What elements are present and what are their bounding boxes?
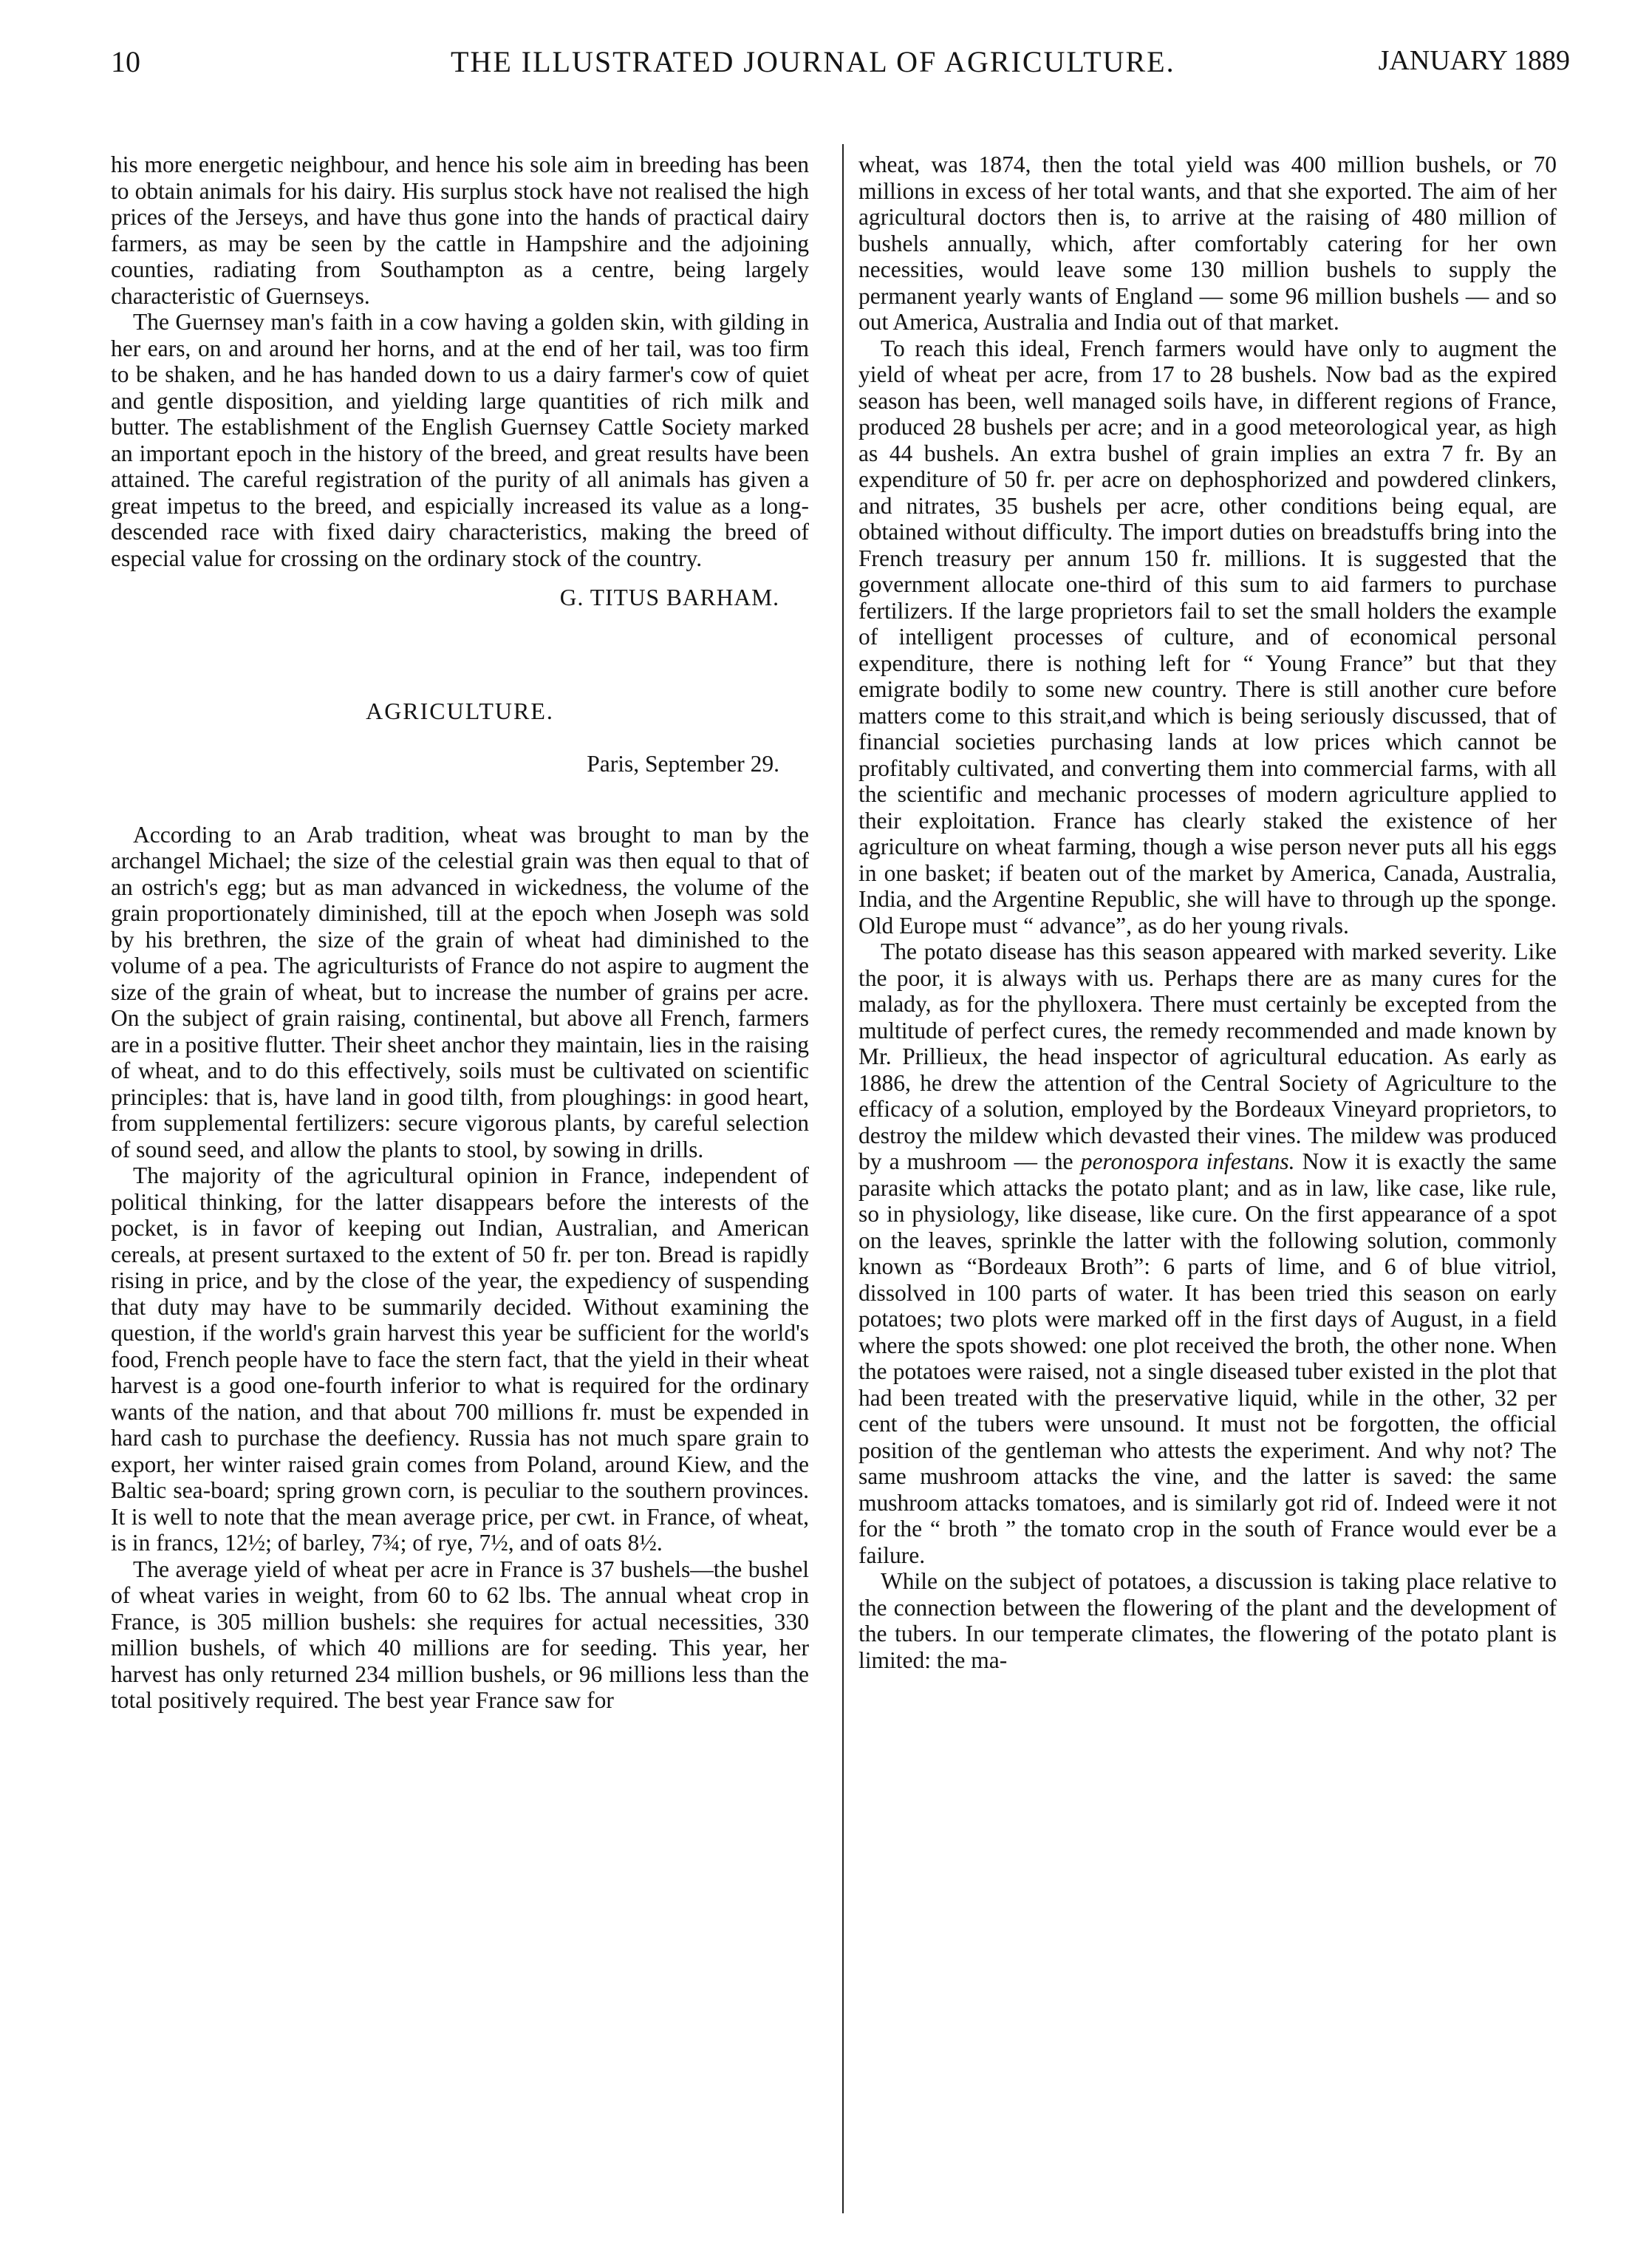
paragraph: According to an Arab tradition, wheat was brought to man by the archangel Michael; the size of the celestial grain was then equal to that of an ostrich's egg; but as man advanced in wickedness, the volume of the grain proportionately diminished, till at the epoch when Joseph was sold by his brethren, the size of the grain of wheat had diminished to the volume of a pea. The agriculturists of France do not aspire to augment the size of the grain of wheat, but to increase the number of grains per acre. On the subject of grain raising, continental, but above all French, farmers are in a positive flutter. Their sheet anchor they maintain, lies in the raising of wheat, and to do this effectively, soils must be cultivated on scientific principles: that is, have land in good tilth, from ploughings: in good heart, from supplemental fertilizers: secure vigorous plants, by careful selection of sound seed, and allow the plants to stool, by sowing in drills. xyxy=(111,821,809,1162)
author-signature: G. TITUS BARHAM. xyxy=(559,585,779,610)
page-number: 10 xyxy=(111,45,140,78)
italic-species-name: peronospora infestans. xyxy=(1080,1148,1295,1174)
left-column xyxy=(111,151,809,2221)
paragraph: The Guernsey man's faith in a cow having a golden skin, with gilding in her ears, on and around her horns, and at the end of her tail, was too firm to be shaken, and he has handed down to us a dairy farmer's cow of quiet and gentle disposition, and yielding large quantities of rich milk and butter. The establishment of the English Guernsey Cattle Society marked an important epoch in the history of the breed, and great results have been attained. The careful registration of the purity of all animals has given a great impetus to the breed, and espicially increased its value as a long-descended race with fixed dairy characteristics, making the breed of especial value for crossing on the ordinary stock of the country. xyxy=(111,309,809,571)
column-divider xyxy=(842,144,844,2213)
paragraph: his more energetic neighbour, and hence his sole aim in breeding has been to obtain animals for his dairy. His surplus stock have not realised the high prices of the Jerseys, and have thus gone into the hands of practical dairy farmers, as may be seen by the cattle in Hampshire and the adjoining counties, radiating from Southampton as a centre, being largely characteristic of Guernseys. xyxy=(111,151,809,309)
paragraph: The majority of the agricultural opinion in France, independent of political thinking, for the latter disappears before the interests of the pocket, is in favor of keeping out Indian, Australian, and American cereals, at present surtaxed to the extent of 50 fr. per ton. Bread is rapidly rising in price, and by the close of the year, the expediency of suspending that duty may have to be summarily decided. Without examining the question, if the world's grain harvest this year be sufficient for the world's food, French people have to face the stern fact, that the yield in their wheat harvest is a good one-fourth inferior to what is required for the ordinary wants of the nation, and that about 700 millions fr. must be expended in hard cash to purchase the deefiency. Russia has not much spare grain to export, her winter raised grain comes from Poland, around Kiew, and the Baltic sea-board; spring grown corn, is peculiar to the southern provinces. It is well to note that the mean average price, per cwt. in France, of wheat, is in francs, 12½; of barley, 7¾; of rye, 7½, and of oats 8½. xyxy=(111,1162,809,1556)
paragraph: wheat, was 1874, then the total yield was 400 million bushels, or 70 millions in excess of her total wants, and that she exported. The aim of her agricultural doctors then is, to arrive at the raising of 480 million of bushels annually, which, after comfortably catering for her own necessities, would leave some 130 million bushels to supply the permanent yearly wants of England — some 96 million bushels — and so out America, Australia and India out of that market. xyxy=(858,151,1557,335)
issue-date: JANUARY 1889 xyxy=(1378,45,1570,76)
paragraph: While on the subject of potatoes, a discussion is taking place relative to the connection between the flowering of the plant and the development of the tubers. In our temperate climates, the flowering of the potato plant is limited: the ma- xyxy=(858,1568,1557,1673)
right-column xyxy=(858,151,1557,2221)
journal-title: THE ILLUSTRATED JOURNAL OF AGRICULTURE. xyxy=(451,45,1175,78)
dateline: Paris, September 29. xyxy=(587,751,779,777)
paragraph-text: The potato disease has this season appeared with marked severity. Like the poor, it is always with us. Perhaps there are as many cures for the malady, as for the phylloxera. There must certainly be excepted from the multitude of perfect cures, the remedy recommended and made known by Mr. Prillieux, the head inspector of agricultural education. As early as 1886, he drew the attention of the Central Society of Agriculture to the efficacy of a solution, employed by the Bordeaux Vineyard proprietors, to destroy the mildew which devasted their vines. The mildew was produced by a mushroom — the xyxy=(858,939,1557,1174)
paragraph: To reach this ideal, French farmers would have only to augment the yield of wheat per acre, from 17 to 28 bushels. Now bad as the expired season has been, well managed soils have, in different regions of France, produced 28 bushels per acre; and in a good meteorological year, as high as 44 bushels. An extra bushel of grain implies an extra 7 fr. By an expenditure of 50 fr. per acre on dephosphorized and powdered clinkers, and nitrates, 35 bushels per acre, other conditions being equal, are obtained without difficulty. The import duties on breadstuffs bring into the French treasury per annum 150 fr. millions. It is suggested that the government allocate one-third of this sum to aid farmers to purchase fertilizers. If the large proprietors fail to set the small holders the example of intelligent processes of culture, and of economical personal expenditure, there is nothing left for “ Young France” but that they emigrate bodily to some new country. There is still another cure before matters come to this strait,and which is being seriously discussed, that of financial societies purchasing lands at low prices which cannot be profitably cultivated, and converting them into commercial farms, with all the scientific and mechanic processes of modern agriculture applied to their exploitation. France has clearly staked the existence of her agriculture on wheat farming, though a wise person never puts all his eggs in one basket; if beaten out of the market by America, Canada, Australia, India, and the Argentine Republic, she will have to through up the sponge. Old Europe must “ advance”, as do her young rivals. xyxy=(858,335,1557,939)
paragraph xyxy=(858,939,1557,1568)
paragraph-text: Now it is exactly the same parasite which attacks the potato plant; and as in law, like case, like rule, so in physiology, like disease, like cure. On the first appearance of a spot on the leaves, sprinkle the latter with the following solution, commonly known as “Bordeaux Broth”: 6 parts of lime, and 6 of blue vitriol, dissolved in 100 parts of water. It has been tried this season on early potatoes; two plots were marked off in the first days of August, in a field where the spots showed: one plot received the broth, the other none. When the potatoes were raised, not a single diseased tuber existed in the plot that had been treated with the preservative liquid, while in the other, 32 per cent of the tubers were unsound. It must not be forgotten, the official position of the gentleman who attests the experiment. And why not? The same mushroom attacks the vine, and the latter is saved: the same mushroom attacks tomatoes, and is similarly got rid of. Indeed were it not for the “ broth ” the tomato crop in the south of France would ever be a failure. xyxy=(858,1148,1557,1568)
section-title: AGRICULTURE. xyxy=(366,697,554,724)
paragraph: The average yield of wheat per acre in France is 37 bushels—the bushel of wheat varies in weight, from 60 to 62 lbs. The annual wheat crop in France, is 305 million bushels: she requires for actual necessities, 330 million bushels, of which 40 millions are for seeding. This year, her harvest has only returned 234 million bushels, or 96 millions less than the total positively required. The best year France saw for xyxy=(111,1556,809,1713)
page-header xyxy=(111,44,1570,96)
